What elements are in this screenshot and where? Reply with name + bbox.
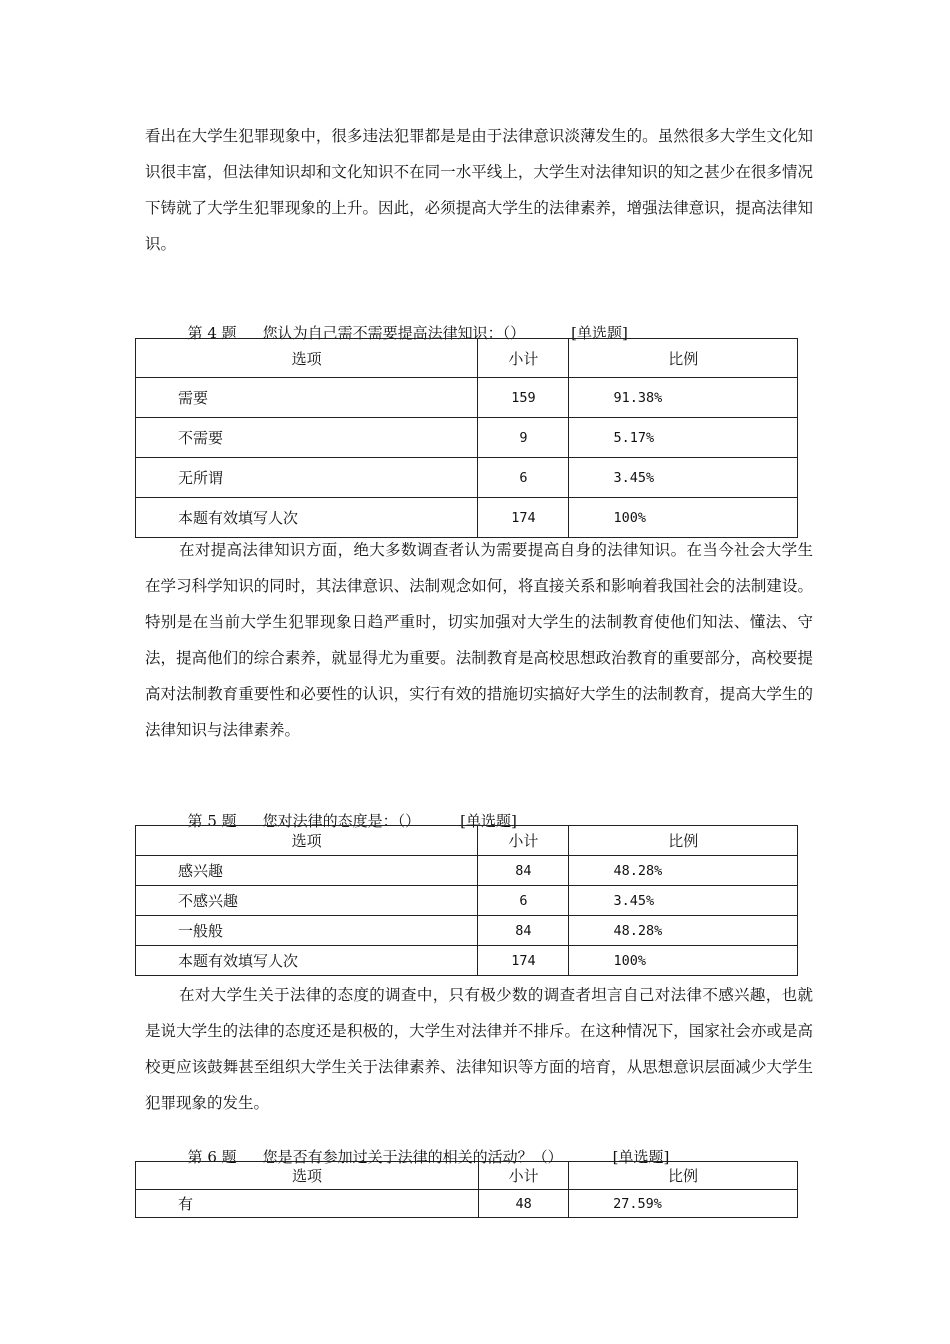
ratio-cell: 48.28% — [569, 916, 798, 946]
count-cell: 174 — [478, 946, 569, 976]
q6-table — [135, 1161, 798, 1218]
table-row — [136, 1190, 798, 1218]
q5-header-row — [136, 826, 798, 856]
q5-header-option: 选项 — [136, 826, 478, 856]
count-cell: 6 — [478, 458, 569, 498]
q6-question: 您是否有参加过关于法律的相关的活动？（） — [262, 1148, 563, 1166]
table-row — [136, 856, 798, 886]
count-cell: 159 — [478, 378, 569, 418]
q4-header-option: 选项 — [136, 339, 478, 378]
option-cell: 一般般 — [136, 916, 478, 946]
option-cell: 本题有效填写人次 — [136, 946, 478, 976]
q4-header-count: 小计 — [478, 339, 569, 378]
option-cell: 不感兴趣 — [136, 886, 478, 916]
count-cell: 6 — [478, 886, 569, 916]
q4-header-ratio: 比例 — [569, 339, 798, 378]
q4-type: [单选题] — [571, 324, 628, 342]
count-cell: 174 — [478, 498, 569, 538]
ratio-cell: 100% — [569, 946, 798, 976]
count-cell: 84 — [478, 916, 569, 946]
ratio-cell: 91.38% — [569, 378, 798, 418]
table-row — [136, 418, 798, 458]
option-cell: 感兴趣 — [136, 856, 478, 886]
q4-header-row — [136, 339, 798, 378]
ratio-cell: 48.28% — [569, 856, 798, 886]
table-row — [136, 378, 798, 418]
table-row — [136, 946, 798, 976]
analysis-paragraph-q4: 在对提高法律知识方面，绝大多数调查者认为需要提高自身的法律知识。在当今社会大学生在学习科学知识的同时，其法律意识、法制观念如何，将直接关系和影响着我国社会的法制建设。特别是在当前大学生犯罪现象日趋严重时，切实加强对大学生的法制教育使他们知法、懂法、守法，提高他们的综合素养，就显得尤为重要。法制教育是高校思想政治教育的重要部分，高校要提高对法制教育重要性和必要性的认识，实行有效的措施切实搞好大学生的法制教育，提高大学生的法律知识与法律素养。 — [145, 541, 813, 739]
option-cell: 无所谓 — [136, 458, 478, 498]
ratio-cell: 27.59% — [569, 1190, 798, 1218]
q5-question: 您对法律的态度是：（） — [262, 812, 421, 830]
count-cell: 48 — [479, 1190, 569, 1218]
q4-table — [135, 338, 798, 538]
q5-table — [135, 825, 798, 976]
table-row — [136, 458, 798, 498]
table-row — [136, 916, 798, 946]
ratio-cell: 3.45% — [569, 458, 798, 498]
q6-header-row — [136, 1162, 798, 1190]
ratio-cell: 3.45% — [569, 886, 798, 916]
q6-type: [单选题] — [612, 1148, 670, 1166]
ratio-cell: 5.17% — [569, 418, 798, 458]
q5-header-count: 小计 — [478, 826, 569, 856]
q5-type: [单选题] — [460, 812, 517, 830]
option-cell: 有 — [136, 1190, 479, 1218]
q4-number: 第 4 题 — [187, 324, 237, 342]
option-cell: 本题有效填写人次 — [136, 498, 478, 538]
ratio-cell: 100% — [569, 498, 798, 538]
q5-header-ratio: 比例 — [569, 826, 798, 856]
count-cell: 9 — [478, 418, 569, 458]
analysis-paragraph-q5: 在对大学生关于法律的态度的调查中，只有极少数的调查者坦言自己对法律不感兴趣，也就是说大学生的法律的态度还是积极的，大学生对法律并不排斥。在这种情况下，国家社会亦或是高校更应该鼓舞甚至组织大学生关于法律素养、法律知识等方面的培育，从思想意识层面减少大学生犯罪现象的发生。 — [145, 986, 813, 1112]
q5-number: 第 5 题 — [187, 812, 237, 830]
table-row — [136, 886, 798, 916]
q4-question: 您认为自己需不需要提高法律知识：（） — [262, 324, 526, 342]
q6-header-ratio: 比例 — [569, 1162, 798, 1190]
intro-paragraph: 看出在大学生犯罪现象中，很多违法犯罪都是是由于法律意识淡薄发生的。虽然很多大学生文化知识很丰富，但法律知识却和文化知识不在同一水平线上，大学生对法律知识的知之甚少在很多情况下铸就了大学生犯罪现象的上升。因此，必须提高大学生的法律素养，增强法律意识，提高法律知识。 — [145, 127, 813, 253]
q6-number: 第 6 题 — [187, 1148, 237, 1166]
option-cell: 不需要 — [136, 418, 478, 458]
q6-header-option: 选项 — [136, 1162, 479, 1190]
q6-header-count: 小计 — [479, 1162, 569, 1190]
count-cell: 84 — [478, 856, 569, 886]
option-cell: 需要 — [136, 378, 478, 418]
